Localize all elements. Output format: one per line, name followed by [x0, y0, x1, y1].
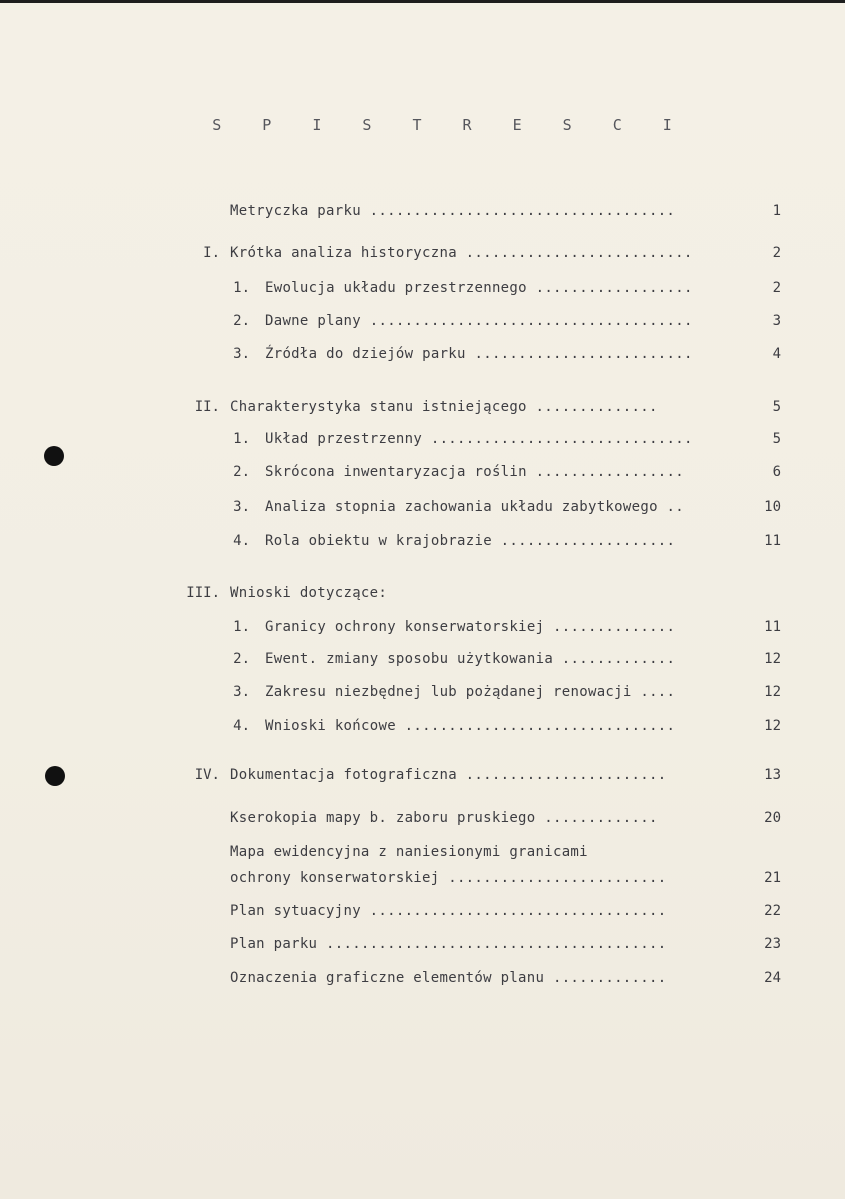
- toc-entry-plan-parku: Plan parku ....................................... 23: [230, 936, 781, 952]
- toc-entry-1-1: 1. Ewolucja układu przestrzennego .................. 2: [233, 280, 781, 296]
- toc-entry-metryczka: Metryczka parku ................................... 1: [230, 203, 781, 219]
- toc-entry-1-2: 2. Dawne plany ..................................... 3: [233, 313, 781, 329]
- toc-entry-3-1: 1. Granicy ochrony konserwatorskiej .............. 11: [233, 619, 781, 635]
- toc-entry-section-4: IV. Dokumentacja fotograficzna ....................... 13: [194, 767, 781, 783]
- toc-entry-2-4: 4. Rola obiektu w krajobrazie .................... 11: [233, 533, 781, 549]
- toc-entry-mapa-line2: ochrony konserwatorskiej ......................... 21: [230, 870, 781, 886]
- toc-entry-section-1: I. Krótka analiza historyczna .......................... 2: [203, 245, 781, 261]
- toc-entry-1-3: 3. Źródła do dziejów parku ......................... 4: [233, 346, 781, 362]
- toc-entry-mapa-line1: Mapa ewidencyjna z naniesionymi granicami: [230, 844, 588, 860]
- toc-entry-2-1: 1. Układ przestrzenny .............................. 5: [233, 431, 781, 447]
- toc-entry-3-3: 3. Zakresu niezbędnej lub pożądanej renowacji .... 12: [233, 684, 781, 700]
- toc-entry-section-2: II. Charakterystyka stanu istniejącego .............. 5: [194, 399, 781, 415]
- toc-entry-section-3: III. Wnioski dotyczące:: [186, 585, 388, 601]
- toc-entry-oznaczenia: Oznaczenia graficzne elementów planu ............. 24: [230, 970, 781, 986]
- page-top-edge: [0, 0, 845, 3]
- toc-entry-3-2: 2. Ewent. zmiany sposobu użytkowania ............. 12: [233, 651, 781, 667]
- toc-entry-2-3: 3. Analiza stopnia zachowania układu zabytkowego .. 10: [233, 499, 781, 515]
- toc-entry-3-4: 4. Wnioski końcowe ............................... 12: [233, 718, 781, 734]
- toc-entry-2-2: 2. Skrócona inwentaryzacja roślin ................. 6: [233, 464, 781, 480]
- toc-entry-plan-sytuacyjny: Plan sytuacyjny .................................. 22: [230, 903, 781, 919]
- toc-entry-kserokopia: Kserokopia mapy b. zaboru pruskiego ............. 20: [230, 810, 781, 826]
- document-title: S P I S T R E S C I: [212, 116, 688, 134]
